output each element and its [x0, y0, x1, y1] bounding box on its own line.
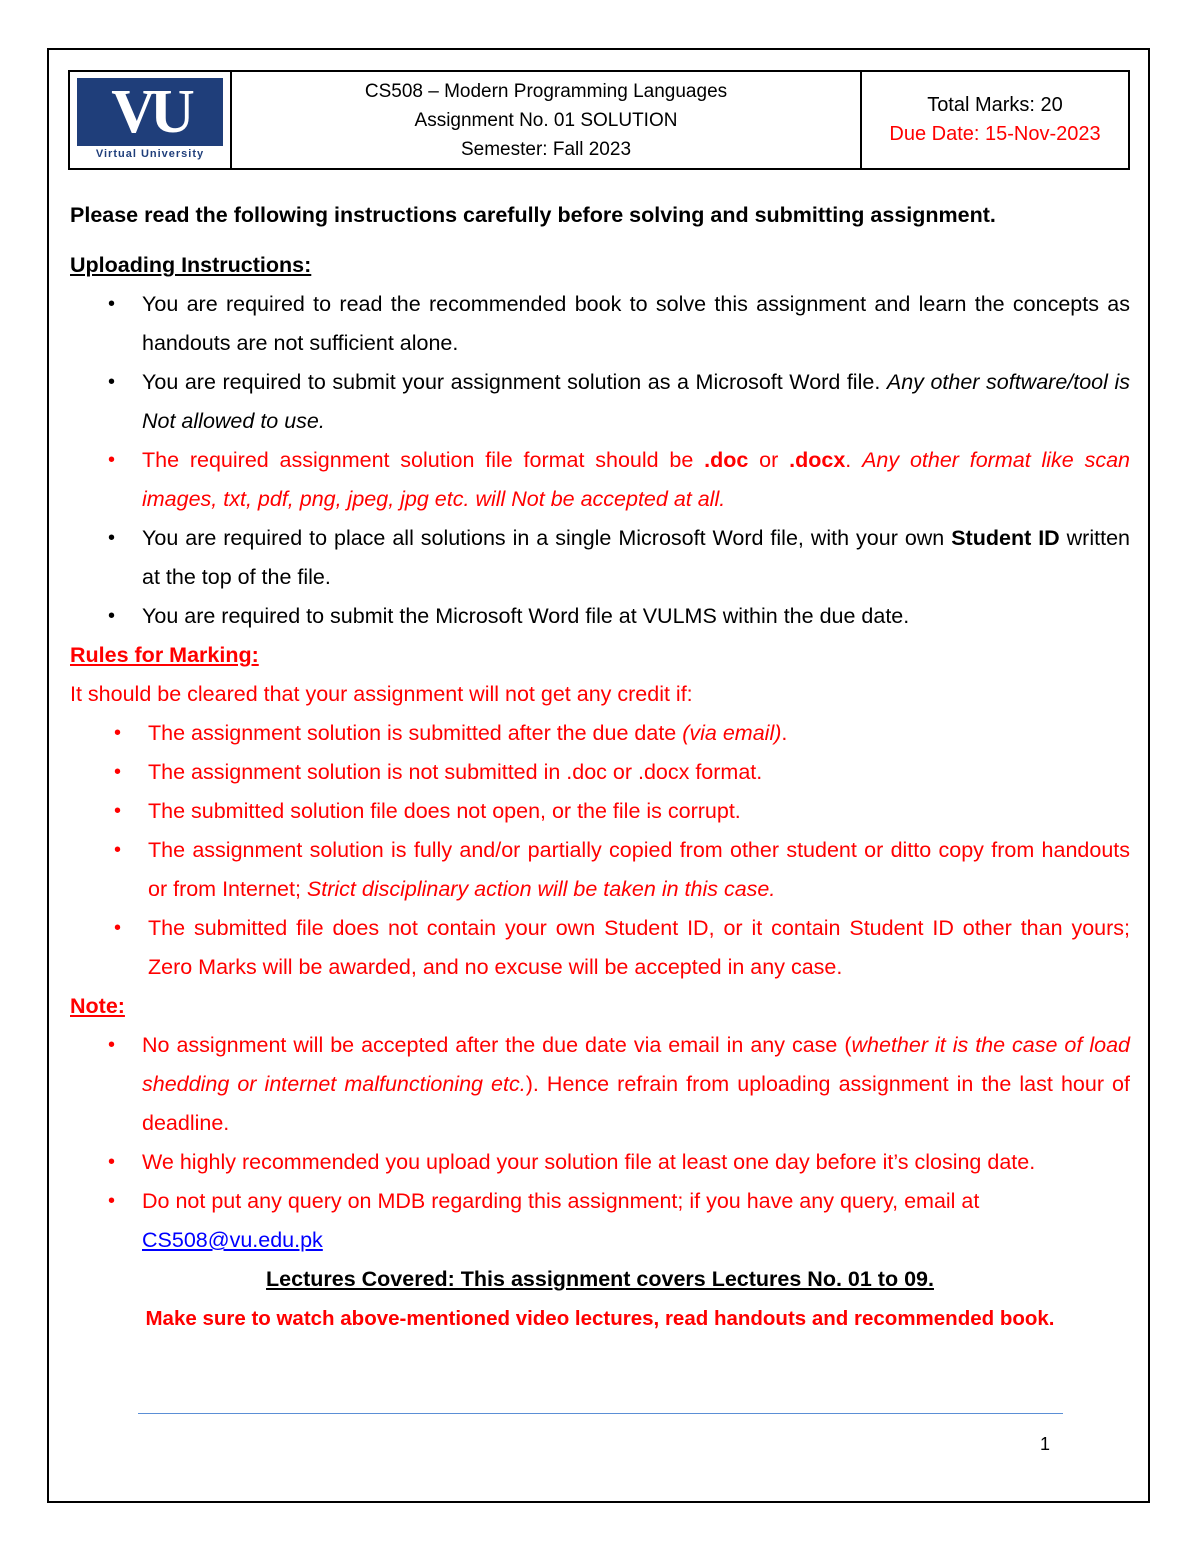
reminder-text: Make sure to watch above-mentioned video lectures, read handouts and recommended book.	[145, 1307, 1055, 1330]
uploading-title: Uploading Instructions:	[70, 253, 312, 277]
list-item: • You are required to place all solutions in a single Microsoft Word file, with your own Student ID written at the top of the file.	[70, 519, 1130, 597]
note-list	[70, 1026, 1130, 1260]
logo-subtitle: Virtual University	[95, 148, 205, 160]
list-item: • The assignment solution is fully and/or partially copied from other student or ditto copy from handouts or from Internet; Strict disciplinary action will be taken in this case.	[70, 831, 1130, 909]
list-item: • We highly recommended you upload your solution file at least one day before it’s closing date.	[70, 1143, 1130, 1182]
uploading-list	[70, 285, 1130, 636]
rules-title: Rules for Marking:	[70, 643, 259, 667]
course-title: CS508 – Modern Programming Languages	[364, 80, 728, 102]
due-date: Due Date: 15-Nov-2023	[889, 123, 1101, 145]
logo-mark: VU	[111, 78, 189, 146]
list-item: • Do not put any query on MDB regarding this assignment; if you have any query, email at CS508@vu.edu.pk	[70, 1182, 1130, 1260]
total-marks: Total Marks: 20	[927, 94, 1063, 116]
intro-text: Please read the following instructions carefully before solving and submitting assignment.	[70, 203, 996, 227]
marks-cell	[862, 72, 1128, 168]
note-title: Note:	[70, 994, 125, 1018]
list-item: • The assignment solution is submitted after the due date (via email).	[70, 714, 1130, 753]
list-item: • The submitted solution file does not open, or the file is corrupt.	[70, 792, 1130, 831]
logo-cell	[70, 72, 232, 168]
page-number: 1	[1040, 1434, 1051, 1454]
list-item: • You are required to submit your assignment solution as a Microsoft Word file. Any other software/tool is Not allowed to use.	[70, 363, 1130, 441]
list-item: • No assignment will be accepted after the due date via email in any case (whether it is the case of load shedding or internet malfunctioning etc.). Hence refrain from uploading assignment in the last hour of deadline.	[70, 1026, 1130, 1143]
vu-logo	[77, 78, 223, 162]
list-item: • The assignment solution is not submitted in .doc or .docx format.	[70, 753, 1130, 792]
title-cell	[232, 72, 862, 168]
list-item: • You are required to submit the Microsoft Word file at VULMS within the due date.	[70, 597, 1130, 636]
document-body	[70, 196, 1130, 1338]
list-item: • The required assignment solution file format should be .doc or .docx. Any other format like scan images, txt, pdf, png, jpeg, jpg etc. will Not be accepted at all.	[70, 441, 1130, 519]
semester: Semester: Fall 2023	[460, 138, 632, 160]
list-item: • The submitted file does not contain your own Student ID, or it contain Student ID other than yours; Zero Marks will be awarded, and no excuse will be accepted in any case.	[70, 909, 1130, 987]
rules-lead: It should be cleared that your assignment will not get any credit if:	[70, 682, 693, 706]
rules-list	[70, 714, 1130, 987]
footer-divider	[138, 1413, 1063, 1414]
assignment-title: Assignment No. 01 SOLUTION	[414, 109, 678, 131]
email-link[interactable]: CS508@vu.edu.pk	[142, 1228, 323, 1252]
list-item: • You are required to read the recommended book to solve this assignment and learn the concepts as handouts are not sufficient alone.	[70, 285, 1130, 363]
lectures-covered: Lectures Covered: This assignment covers Lectures No. 01 to 09.	[266, 1267, 934, 1291]
header-table	[68, 70, 1130, 170]
